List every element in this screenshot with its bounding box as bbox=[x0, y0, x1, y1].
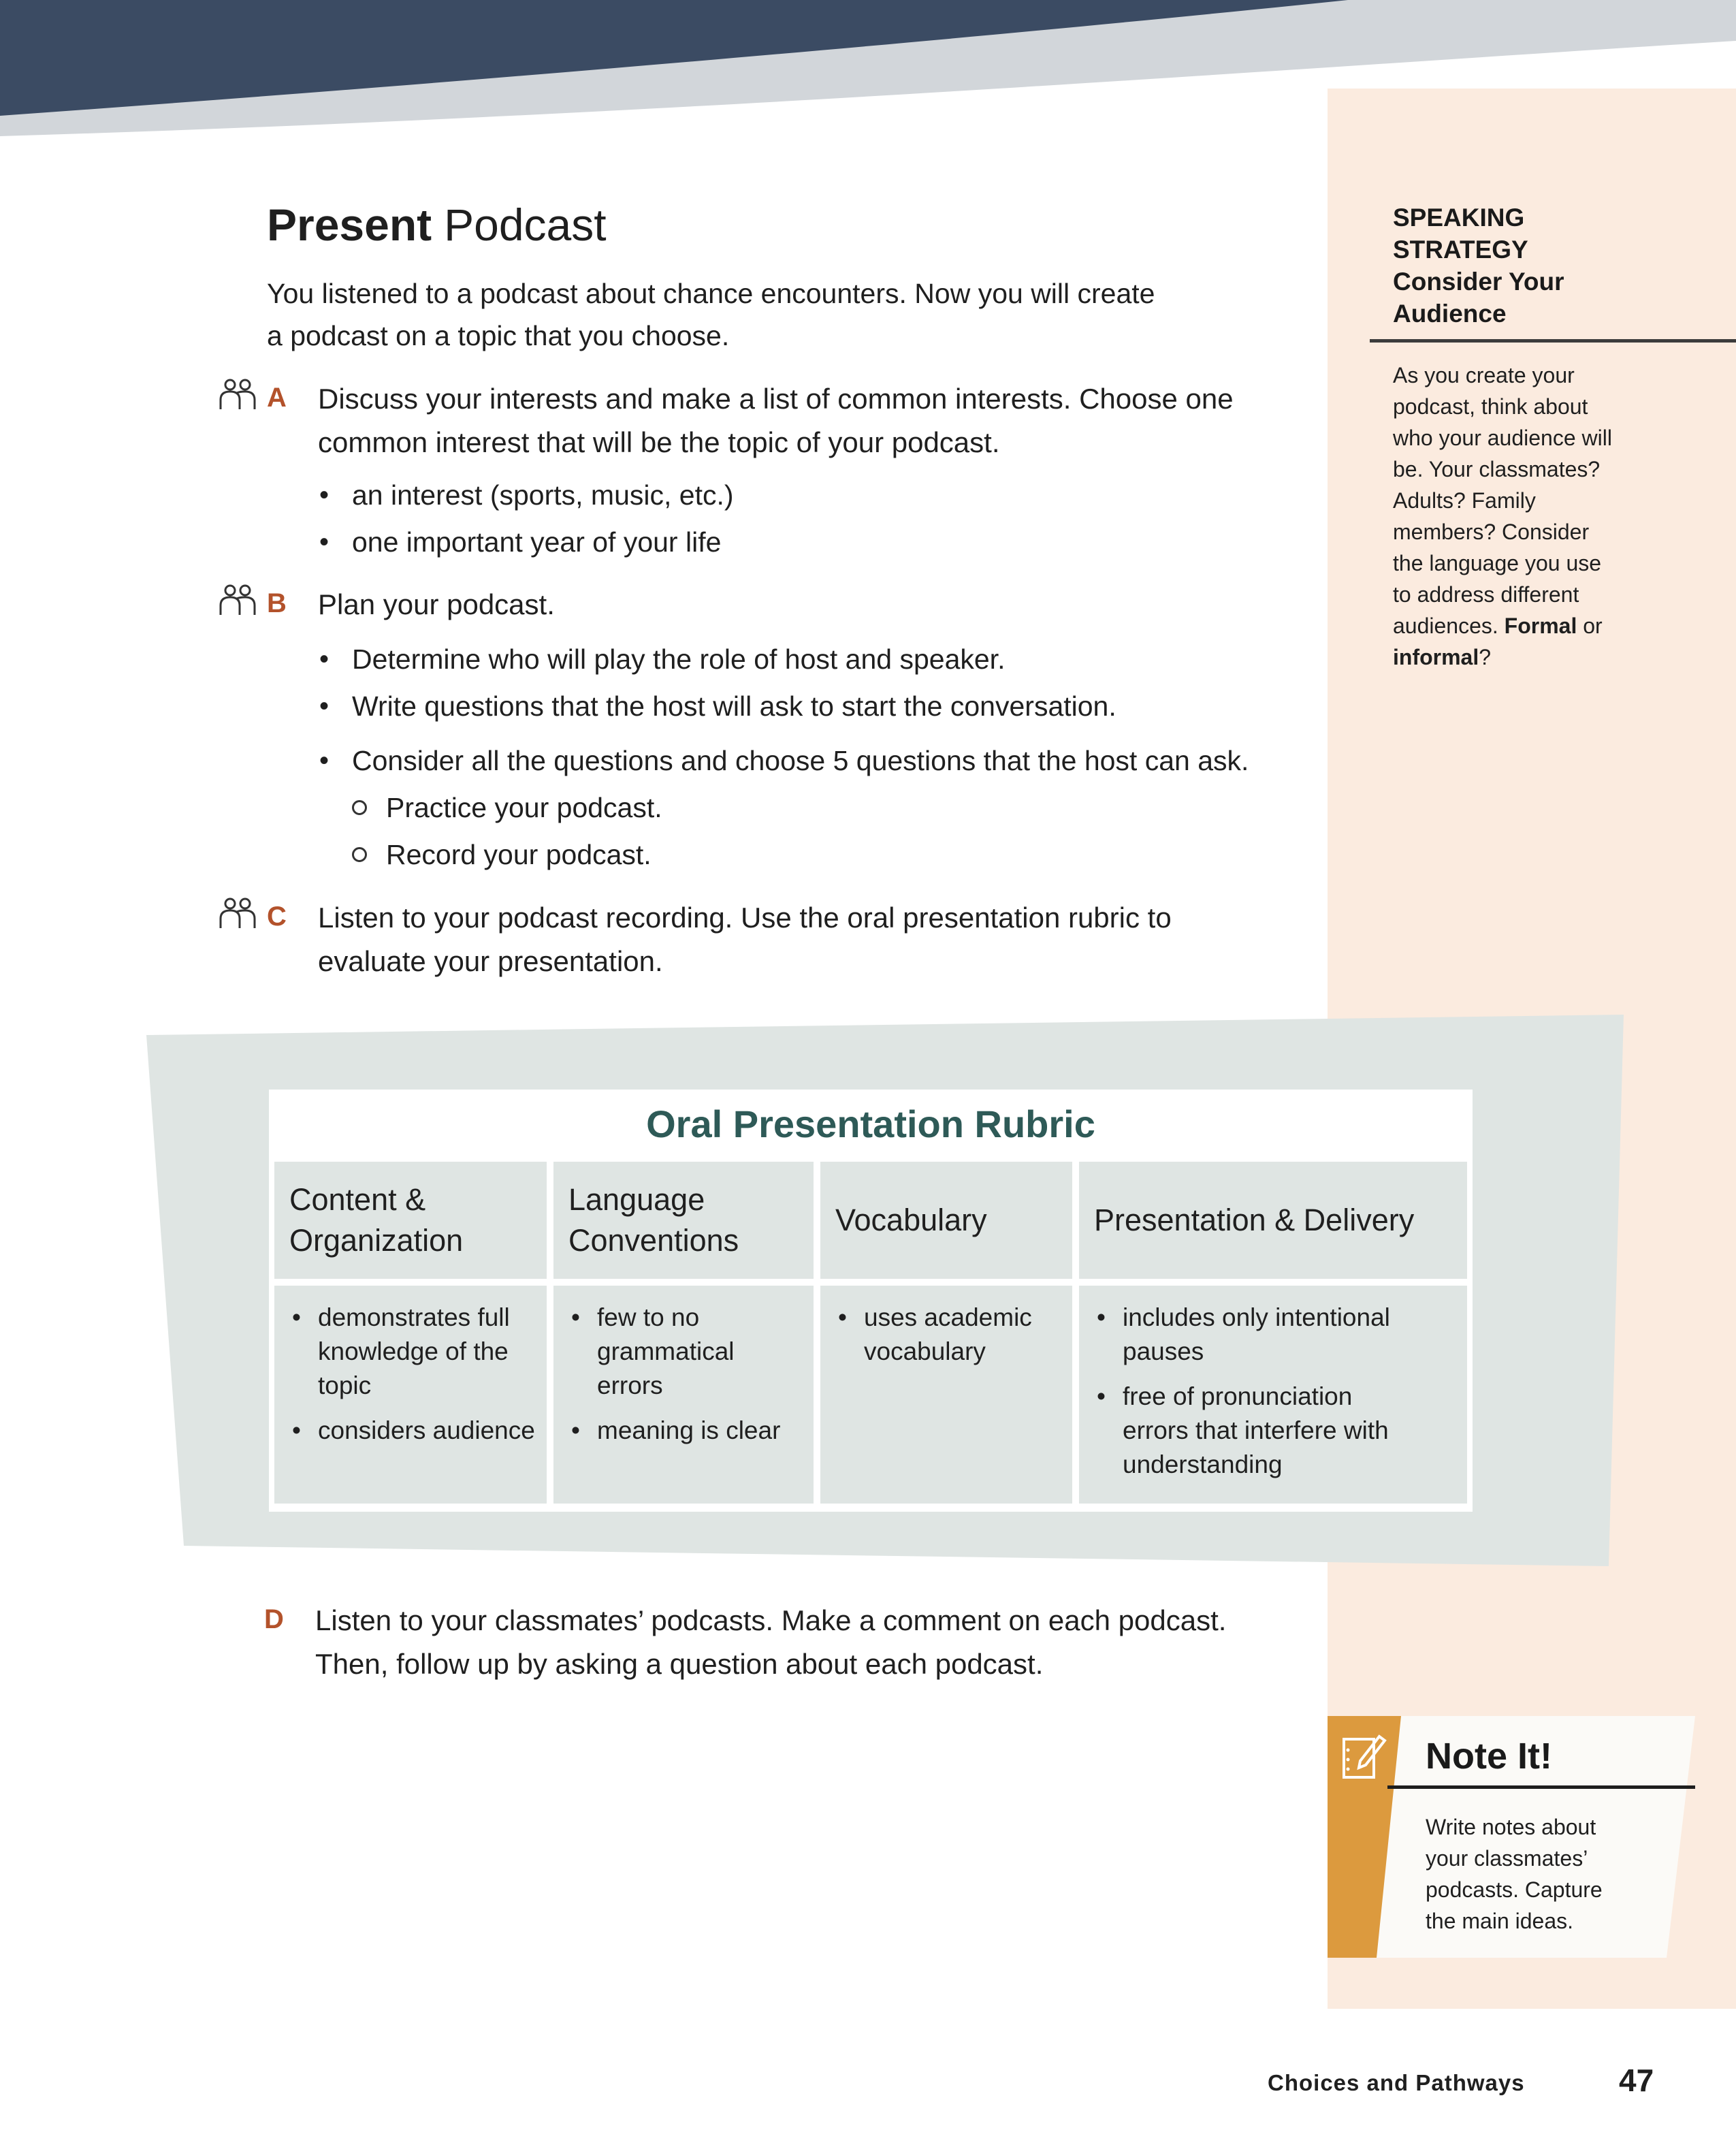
criterion-line: knowledge of the bbox=[318, 1337, 509, 1365]
activity-b-subbullet bbox=[386, 833, 652, 876]
header-line: Language bbox=[568, 1182, 705, 1217]
rubric-criterion bbox=[568, 1301, 803, 1403]
body-line: be. Your classmates? bbox=[1393, 457, 1601, 481]
book-title: Choices and Pathways bbox=[1268, 2070, 1525, 2095]
rubric-title: Oral Presentation Rubric bbox=[646, 1102, 1095, 1145]
note-body bbox=[1426, 1811, 1657, 1937]
pair-work-icon bbox=[216, 378, 257, 412]
rubric-criterion bbox=[1094, 1301, 1456, 1369]
rubric-header-content bbox=[274, 1162, 547, 1279]
intro-paragraph bbox=[267, 272, 1234, 357]
rubric-cell-presentation bbox=[1079, 1286, 1467, 1504]
activity-line: evaluate your presentation. bbox=[318, 945, 663, 977]
activity-b-bullet bbox=[319, 685, 1116, 727]
activity-line: Then, follow up by asking a question about each podcast. bbox=[315, 1648, 1044, 1680]
rubric-criterion bbox=[835, 1301, 1061, 1369]
note-pencil-icon bbox=[1340, 1730, 1389, 1784]
ring-bullet bbox=[352, 800, 367, 815]
header-line: Vocabulary bbox=[835, 1203, 987, 1237]
criterion-line: vocabulary bbox=[864, 1337, 986, 1365]
body-line: the language you use bbox=[1393, 551, 1602, 575]
ring-bullet bbox=[352, 847, 367, 862]
activity-letter-b: B bbox=[267, 588, 287, 618]
bullet-text: Consider all the questions and choose 5 questions that the host can ask. bbox=[352, 745, 1249, 776]
activity-a-bullet bbox=[319, 521, 722, 563]
title-bold: Present bbox=[267, 200, 432, 250]
rubric-cell-vocabulary bbox=[820, 1286, 1072, 1504]
note-title: Note It! bbox=[1426, 1736, 1552, 1777]
bullet-text: an interest (sports, music, etc.) bbox=[352, 479, 734, 511]
note-line: Write notes about bbox=[1426, 1815, 1596, 1839]
bullet-dot: • bbox=[319, 480, 329, 510]
criterion-line: understanding bbox=[1123, 1450, 1283, 1478]
intro-line: a podcast on a topic that you choose. bbox=[267, 320, 730, 351]
activity-letter-a: A bbox=[267, 383, 287, 413]
criterion-line: grammatical bbox=[597, 1337, 735, 1365]
pair-work-icon bbox=[216, 584, 257, 618]
page-number: 47 bbox=[1619, 2063, 1654, 2098]
intro-line: You listened to a podcast about chance encounters. Now you will create bbox=[267, 278, 1155, 309]
activity-d-text bbox=[315, 1599, 1296, 1686]
activity-letter-c: C bbox=[267, 902, 287, 932]
header-line: Content & bbox=[289, 1182, 426, 1217]
bullet-dot: • bbox=[319, 691, 329, 721]
rubric-criterion bbox=[289, 1414, 536, 1448]
activity-letter-d: D bbox=[264, 1604, 284, 1634]
criterion-line: • includes only intentional bbox=[1123, 1303, 1390, 1331]
title-subtitle: Podcast bbox=[444, 200, 607, 250]
rubric-cell-language bbox=[553, 1286, 814, 1504]
activity-a-bullet bbox=[319, 474, 734, 516]
activity-b-text: Plan your podcast. bbox=[318, 588, 555, 620]
criterion-line: topic bbox=[318, 1371, 372, 1399]
page-title bbox=[267, 197, 607, 252]
body-line: As you create your bbox=[1393, 363, 1575, 387]
bullet-text: Record your podcast. bbox=[386, 839, 652, 870]
criterion-line: pauses bbox=[1123, 1337, 1204, 1365]
body-line: to address different bbox=[1393, 582, 1579, 607]
activity-line: Discuss your interests and make a list of common interests. Choose one bbox=[318, 383, 1234, 415]
criterion-line: • uses academic bbox=[864, 1303, 1032, 1331]
rubric-criterion bbox=[1094, 1380, 1456, 1482]
bullet-dot: • bbox=[319, 644, 329, 674]
note-line: your classmates’ bbox=[1426, 1846, 1588, 1871]
strategy-divider bbox=[1370, 339, 1736, 343]
bullet-text: one important year of your life bbox=[352, 526, 722, 558]
criterion-line: • considers audience bbox=[318, 1416, 535, 1444]
body-line: Adults? Family bbox=[1393, 488, 1536, 513]
criterion-line: • meaning is clear bbox=[597, 1416, 781, 1444]
body-line bbox=[1393, 641, 1652, 673]
note-line: the main ideas. bbox=[1426, 1909, 1574, 1933]
header-line: Organization bbox=[289, 1223, 464, 1258]
activity-a-text bbox=[318, 377, 1285, 464]
rubric-criterion bbox=[289, 1301, 536, 1403]
activity-line: common interest that will be the topic of your podcast. bbox=[318, 426, 1000, 458]
body-line bbox=[1393, 610, 1652, 641]
rubric-header-language bbox=[553, 1162, 814, 1279]
body-line: who your audience will bbox=[1393, 426, 1612, 450]
activity-b-bullet bbox=[319, 638, 1006, 680]
body-line: members? Consider bbox=[1393, 520, 1590, 544]
body-line: podcast, think about bbox=[1393, 394, 1588, 419]
activity-c-text bbox=[318, 896, 1285, 983]
bullet-dot: • bbox=[319, 746, 329, 776]
bullet-text: Determine who will play the role of host and speaker. bbox=[352, 644, 1006, 675]
heading-line: Audience bbox=[1393, 300, 1507, 328]
speaking-strategy-heading bbox=[1393, 202, 1692, 330]
bullet-text: Write questions that the host will ask to start the conversation. bbox=[352, 690, 1116, 722]
bullet-text: Practice your podcast. bbox=[386, 792, 662, 823]
criterion-line: • demonstrates full bbox=[318, 1303, 510, 1331]
text-fragment: ? bbox=[1479, 645, 1492, 669]
heading-line: SPEAKING bbox=[1393, 204, 1525, 232]
note-line: podcasts. Capture bbox=[1426, 1877, 1603, 1902]
criterion-line: • few to no bbox=[597, 1303, 700, 1331]
oral-presentation-rubric bbox=[269, 1090, 1473, 1512]
text-fragment: audiences. bbox=[1393, 614, 1505, 638]
header-line: Conventions bbox=[568, 1223, 739, 1258]
criterion-line: errors that interfere with bbox=[1123, 1416, 1389, 1444]
activity-line: Listen to your classmates’ podcasts. Make a comment on each podcast. bbox=[315, 1604, 1227, 1636]
bullet-dot: • bbox=[319, 527, 329, 557]
rubric-header-presentation bbox=[1079, 1162, 1467, 1279]
formal-term: Formal bbox=[1504, 614, 1577, 638]
text-fragment: or bbox=[1577, 614, 1603, 638]
rubric-criterion bbox=[568, 1414, 803, 1448]
criterion-line: • free of pronunciation bbox=[1123, 1382, 1353, 1410]
header-line: Presentation & Delivery bbox=[1094, 1203, 1415, 1237]
pair-work-icon bbox=[216, 897, 257, 931]
rubric-cell-content bbox=[274, 1286, 547, 1504]
speaking-strategy-body bbox=[1393, 360, 1652, 673]
criterion-line: errors bbox=[597, 1371, 663, 1399]
rubric-header-vocabulary bbox=[820, 1162, 1072, 1279]
activity-b-bullet bbox=[319, 740, 1249, 782]
informal-term: informal bbox=[1393, 645, 1479, 669]
activity-b-subbullet bbox=[386, 786, 662, 829]
activity-line: Listen to your podcast recording. Use the oral presentation rubric to bbox=[318, 902, 1172, 934]
heading-line: STRATEGY bbox=[1393, 236, 1528, 264]
heading-line: Consider Your bbox=[1393, 268, 1564, 296]
